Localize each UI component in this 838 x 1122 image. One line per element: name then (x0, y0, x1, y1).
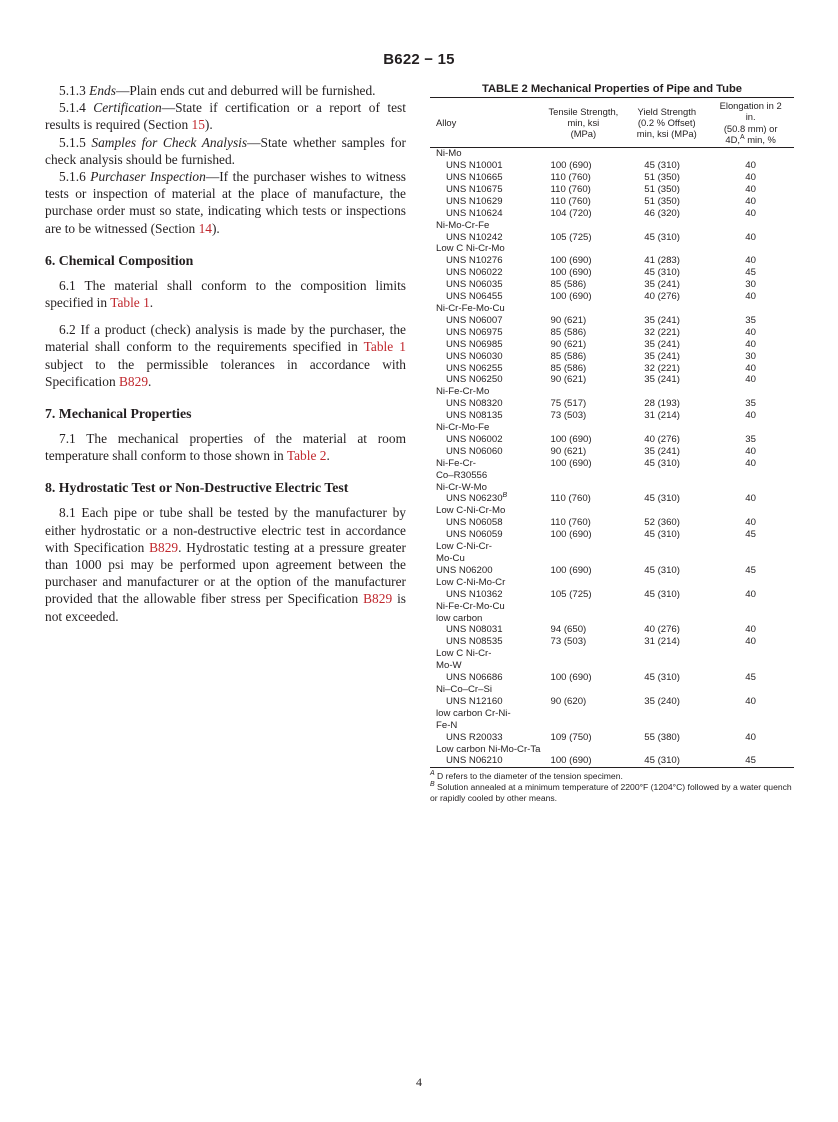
tensile-cell (541, 744, 627, 756)
section-14-link[interactable]: 14 (198, 220, 212, 236)
yield-cell: 45 (310) (644, 493, 680, 505)
alloy-cell: UNS N06059 (446, 529, 503, 541)
section-5-1-6: 5.1.6 Purchaser Inspection—If the purchaser wishes to witness tests or inspection of material at the place of manufacture, the purchase order must so state, indicating which tests or inspections are to be witnessed (Section 14). (45, 169, 406, 236)
elongation-cell: 40 (745, 207, 756, 219)
footnote-a: $^A$ D refers to the diameter of the tension specimen. (430, 770, 623, 782)
elongation-cell (707, 660, 794, 672)
tensile-cell: 85 (586) (550, 326, 587, 338)
section-8-1: 8.1 Each pipe or tube shall be tested by the manufacturer by either hydrostatic or a non-destructive electric test in accordance with Specification B829. Hydrostatic testing at a pressure greater than 1000 psi may be performed upon agreement between the purchaser and manufacturer or at the option of the manufacturer provided that the allowable fiber stress per Specification B829 is not exceeded. (45, 505, 406, 624)
table-row (430, 553, 794, 565)
alloy-cell: Ni-Fe-Cr- (436, 457, 476, 469)
table-row (430, 220, 794, 232)
tensile-cell: 100 (690) (550, 160, 592, 172)
table-row (430, 255, 794, 267)
alloy-cell: UNS N06210 (446, 755, 503, 767)
elongation-cell: 40 (745, 517, 756, 529)
alloy-cell: UNS N06250 (446, 374, 503, 386)
tensile-cell: 100 (690) (550, 291, 592, 303)
yield-cell: 52 (360) (644, 517, 680, 529)
yield-cell: 40 (276) (644, 433, 680, 445)
tensile-cell: 110 (760) (550, 183, 591, 195)
section-7-1: 7.1 The mechanical properties of the material at room temperature shall conform to those shown in Table 2. (45, 431, 406, 464)
elongation-cell (707, 613, 794, 625)
alloy-cell: UNS N06985 (446, 338, 503, 350)
elongation-cell: 45 (745, 755, 756, 767)
b829-link[interactable]: B829 (149, 539, 179, 555)
alloy-cell: Ni-Cr-Mo-Fe (436, 422, 490, 434)
table-row (430, 589, 794, 601)
col-header-alloy: Alloy (436, 116, 457, 128)
elongation-cell: 30 (745, 279, 756, 291)
alloy-cell: UNS N10665 (446, 172, 503, 183)
section-6-2: 6.2 If a product (check) analysis is made by the purchaser, the material shall conform to the requirements specified in Table 1 subject to the permissible tolerances in accordance with Specification B829. (45, 322, 406, 389)
table-row (430, 303, 794, 315)
table-row (430, 386, 794, 398)
elongation-cell: 40 (745, 255, 756, 267)
elongation-cell (707, 303, 794, 315)
alloy-cell: UNS N06200 (436, 564, 493, 576)
tensile-cell: 100 (690) (550, 564, 592, 576)
tensile-cell: 90 (621) (550, 445, 587, 457)
yield-cell: 40 (276) (644, 624, 680, 636)
heading-mechanical-properties: 7. Mechanical Properties (45, 406, 192, 422)
tensile-cell: 104 (720) (550, 207, 592, 219)
tensile-cell: 100 (690) (550, 672, 592, 684)
table-row (430, 672, 794, 684)
elongation-cell: 35 (745, 398, 756, 410)
tensile-cell: 100 (690) (550, 755, 592, 767)
alloy-cell: UNS N06030 (446, 350, 503, 362)
tensile-cell: 100 (690) (550, 529, 592, 541)
table-row (430, 505, 794, 517)
yield-cell: 32 (221) (644, 362, 680, 374)
alloy-cell: UNS N06060 (446, 445, 503, 457)
yield-cell (626, 220, 707, 232)
yield-cell: 45 (310) (644, 755, 680, 767)
tensile-cell: 100 (690) (550, 255, 592, 267)
yield-cell: 31 (214) (644, 636, 680, 648)
elongation-cell (707, 386, 794, 398)
table-row (430, 732, 794, 744)
elongation-cell: 40 (745, 160, 756, 172)
elongation-cell (707, 720, 794, 732)
elongation-cell: 45 (745, 267, 756, 279)
tensile-cell: 100 (690) (550, 457, 592, 469)
tensile-cell (541, 303, 627, 315)
table-row (430, 529, 794, 541)
table-row (430, 636, 794, 648)
yield-cell: 35 (240) (644, 695, 680, 707)
tensile-cell (541, 660, 627, 672)
elongation-cell: 45 (745, 529, 756, 541)
elongation-cell (707, 577, 794, 589)
yield-cell (626, 541, 707, 553)
yield-cell (626, 613, 707, 625)
table-row (430, 624, 794, 636)
elongation-cell: 45 (745, 564, 756, 576)
alloy-cell: Ni-Fe-Cr-Mo-Cu (436, 600, 505, 612)
tensile-cell (541, 505, 627, 517)
alloy-cell: UNS N10242 (446, 231, 503, 243)
yield-cell (626, 684, 707, 696)
table-row (430, 172, 794, 184)
table-row (430, 708, 794, 720)
tensile-cell (541, 684, 627, 696)
tensile-cell: 100 (690) (550, 267, 592, 279)
table-row (430, 684, 794, 696)
alloy-cell: Low C-Ni-Cr- (436, 541, 492, 553)
alloy-cell: UNS R20033 (446, 731, 503, 743)
elongation-cell: 40 (745, 410, 756, 422)
table-row (430, 434, 794, 446)
elongation-cell (707, 648, 794, 660)
yield-cell: 31 (214) (644, 410, 680, 422)
tensile-cell: 73 (503) (550, 636, 587, 648)
table-row (430, 374, 794, 386)
tensile-cell (541, 601, 627, 613)
b829-link[interactable]: B829 (363, 591, 393, 607)
elongation-cell: 40 (745, 636, 756, 648)
heading-hydrostatic-test: 8. Hydrostatic Test or Non-Destructive Electric Test (45, 480, 349, 496)
table-row (430, 577, 794, 589)
alloy-cell: Low C-Ni-Cr-Mo (436, 505, 506, 517)
tensile-cell: 85 (586) (550, 350, 587, 362)
elongation-cell: 40 (745, 374, 756, 386)
tensile-cell (541, 553, 627, 565)
table-row (430, 422, 794, 434)
yield-cell: 45 (310) (644, 588, 680, 600)
table-footnotes (430, 771, 794, 804)
elongation-cell: 40 (745, 493, 756, 505)
yield-cell (626, 386, 707, 398)
yield-cell: 45 (310) (644, 529, 680, 541)
table-row (430, 267, 794, 279)
page-number: 4 (416, 1075, 422, 1089)
table-caption: TABLE 2 Mechanical Properties of Pipe and Tube (481, 83, 743, 95)
table-row (430, 660, 794, 672)
yield-cell: 45 (310) (644, 672, 680, 684)
table-row (430, 517, 794, 529)
footnote-b: $^B$ Solution annealed at a minimum temperature of 2200°F (1204°C) followed by a water quench or rapidly cooled by other means. (430, 781, 792, 804)
table-row (430, 720, 794, 732)
table-row (430, 565, 794, 577)
yield-cell: 28 (193) (644, 398, 680, 410)
table-row (430, 148, 794, 160)
tensile-cell (541, 613, 627, 625)
elongation-cell: 35 (745, 433, 756, 445)
elongation-cell (707, 470, 794, 482)
yield-cell (626, 470, 707, 482)
table-row (430, 410, 794, 422)
table-body (430, 148, 794, 768)
alloy-cell: Mo-W (436, 660, 462, 672)
table-1-link[interactable]: Table 1 (110, 295, 150, 311)
alloy-cell: low carbon Cr-Ni- (436, 707, 511, 719)
table-row (430, 363, 794, 375)
table-row (430, 601, 794, 613)
alloy-cell: UNS N06007 (446, 314, 503, 326)
alloy-cell: UNS $N06230^B$ (446, 492, 508, 505)
yield-cell: 40 (276) (644, 291, 680, 303)
alloy-cell: UNS N10624 (446, 207, 503, 219)
table-row (430, 339, 794, 351)
alloy-cell: UNS N10362 (446, 588, 503, 600)
alloy-cell: Low carbon Ni-Mo-Cr-Ta (436, 743, 541, 755)
tensile-cell (541, 648, 627, 660)
table-row (430, 196, 794, 208)
elongation-cell: 40 (745, 291, 756, 303)
yield-cell (626, 243, 707, 255)
tensile-cell (541, 243, 627, 255)
elongation-cell: 30 (745, 350, 756, 362)
alloy-cell: Ni-Cr-W-Mo (436, 481, 487, 493)
tensile-cell (541, 422, 627, 434)
mechanical-properties-table (430, 97, 794, 768)
tensile-cell: 90 (621) (550, 338, 587, 350)
alloy-cell: low carbon (436, 612, 483, 624)
tensile-cell: 110 (760) (550, 493, 591, 505)
section-6-1: 6.1 The material shall conform to the composition limits specified in Table 1. (45, 277, 406, 311)
table-header-row (430, 98, 794, 148)
alloy-cell: Fe-N (436, 719, 458, 731)
tensile-cell (541, 470, 627, 482)
elongation-cell: 40 (745, 731, 756, 743)
tensile-cell (541, 577, 627, 589)
table-row (430, 696, 794, 708)
elongation-cell: 40 (745, 362, 756, 374)
elongation-cell: 40 (745, 338, 756, 350)
alloy-cell: UNS N10629 (446, 195, 503, 207)
alloy-cell: UNS N06686 (446, 672, 503, 684)
tensile-cell: 110 (760) (550, 517, 591, 529)
yield-cell: 35 (241) (644, 338, 680, 350)
table-row (430, 232, 794, 244)
alloy-cell: UNS N10276 (446, 255, 503, 267)
elongation-cell: 40 (745, 183, 756, 195)
table-row (430, 482, 794, 494)
yield-cell: 55 (380) (644, 731, 680, 743)
table-row (430, 315, 794, 327)
tensile-cell (541, 720, 627, 732)
elongation-cell (707, 243, 794, 255)
col-header-tensile: Tensile Strength, min, ksi (MPa) (548, 105, 619, 140)
alloy-cell: UNS N08535 (446, 636, 503, 648)
document-header: B622 − 15 (383, 51, 455, 68)
alloy-cell: UNS N06255 (446, 362, 503, 374)
yield-cell: 51 (350) (644, 172, 680, 183)
alloy-cell: UNS N10001 (446, 160, 503, 172)
elongation-cell: 40 (745, 326, 756, 338)
tensile-cell: 73 (503) (550, 410, 587, 422)
tensile-cell (541, 220, 627, 232)
table-2-container (430, 83, 794, 804)
alloy-cell: Ni-Mo-Cr-Fe (436, 219, 490, 231)
table-row (430, 184, 794, 196)
section-5-1-5: 5.1.5 Samples for Check Analysis—State whether samples for check analysis should be furnished. (45, 134, 406, 167)
section-5-1-3: 5.1.3 Ends—Plain ends cut and deburred will be furnished. (59, 83, 376, 98)
tensile-cell (541, 482, 627, 494)
yield-cell (626, 744, 707, 756)
table-row (430, 458, 794, 470)
tensile-cell: 109 (750) (550, 731, 592, 743)
elongation-cell: 35 (745, 314, 756, 326)
yield-cell (626, 148, 707, 160)
yield-cell: 46 (320) (644, 207, 680, 219)
alloy-cell: UNS N06002 (446, 433, 503, 445)
yield-cell (626, 601, 707, 613)
elongation-cell (707, 422, 794, 434)
tensile-cell (541, 148, 627, 160)
alloy-cell: Ni–Co–Cr–Si (436, 683, 492, 695)
tensile-cell: 105 (725) (550, 231, 592, 243)
alloy-cell: UNS N06035 (446, 279, 503, 291)
elongation-cell: 40 (745, 457, 756, 469)
yield-cell: 51 (350) (644, 183, 680, 195)
table-row (430, 208, 794, 220)
alloy-cell: UNS N06022 (446, 267, 503, 279)
elongation-cell: 40 (745, 195, 756, 207)
elongation-cell: 40 (745, 624, 756, 636)
elongation-cell: 40 (745, 231, 756, 243)
table-2-link[interactable]: Table 2 (286, 448, 327, 464)
alloy-cell: UNS N12160 (446, 695, 503, 707)
alloy-cell: Ni-Fe-Cr-Mo (436, 386, 490, 398)
tensile-cell (541, 541, 627, 553)
alloy-cell: UNS N08031 (446, 624, 503, 636)
elongation-cell (707, 744, 794, 756)
alloy-cell: Ni-Cr-Fe-Mo-Cu (436, 302, 505, 314)
alloy-cell: UNS N10675 (446, 183, 503, 195)
alloy-cell: UNS N06975 (446, 326, 503, 338)
elongation-cell (707, 708, 794, 720)
table-1-link[interactable]: Table 1 (363, 339, 406, 355)
elongation-cell: 40 (745, 172, 756, 183)
yield-cell: 35 (241) (644, 350, 680, 362)
table-row (430, 648, 794, 660)
tensile-cell: 85 (586) (550, 362, 587, 374)
table-row (430, 613, 794, 625)
yield-cell (626, 482, 707, 494)
yield-cell (626, 303, 707, 315)
yield-cell (626, 505, 707, 517)
elongation-cell: 45 (745, 672, 756, 684)
alloy-cell: Low C Ni-Cr- (436, 648, 492, 660)
tensile-cell: 90 (620) (550, 695, 587, 707)
yield-cell (626, 577, 707, 589)
tensile-cell: 110 (760) (550, 172, 591, 183)
table-row (430, 398, 794, 410)
yield-cell: 41 (283) (644, 255, 680, 267)
table-row (430, 291, 794, 303)
alloy-cell: Co–R30556 (436, 469, 488, 481)
elongation-cell (707, 220, 794, 232)
yield-cell: 51 (350) (644, 195, 680, 207)
elongation-cell (707, 541, 794, 553)
elongation-cell (707, 148, 794, 160)
table-row (430, 744, 794, 756)
tensile-cell (541, 708, 627, 720)
table-row (430, 279, 794, 291)
table-row (430, 755, 794, 767)
yield-cell (626, 648, 707, 660)
tensile-cell: 105 (725) (550, 588, 592, 600)
alloy-cell: Low C-Ni-Mo-Cr (436, 576, 506, 588)
elongation-cell (707, 505, 794, 517)
tensile-cell: 75 (517) (550, 398, 587, 410)
yield-cell: 35 (241) (644, 445, 680, 457)
yield-cell: 35 (241) (644, 314, 680, 326)
elongation-cell: 40 (745, 588, 756, 600)
alloy-cell: UNS N08135 (446, 410, 503, 422)
yield-cell: 35 (241) (644, 279, 680, 291)
table-row (430, 160, 794, 172)
section-15-link[interactable]: 15 (191, 117, 205, 133)
alloy-cell: Low C Ni-Cr-Mo (436, 243, 505, 255)
col-header-yield: Yield Strength (0.2 % Offset) min, ksi (MPa) (636, 105, 697, 140)
elongation-cell: 40 (745, 445, 756, 457)
yield-cell (626, 553, 707, 565)
yield-cell (626, 720, 707, 732)
alloy-cell: UNS N08320 (446, 398, 503, 410)
yield-cell: 32 (221) (644, 326, 680, 338)
elongation-cell (707, 553, 794, 565)
heading-chemical-composition: 6. Chemical Composition (45, 252, 194, 268)
b829-link[interactable]: B829 (119, 373, 149, 389)
table-row (430, 327, 794, 339)
yield-cell (626, 708, 707, 720)
alloy-cell: UNS N06455 (446, 291, 503, 303)
alloy-cell: UNS N06058 (446, 517, 503, 529)
section-5-1-4: 5.1.4 Certification—State if certification or a report of test results is required (Section 15). (45, 100, 406, 133)
table-row (430, 493, 794, 505)
elongation-cell (707, 684, 794, 696)
col-header-elongation: Elongation in 2 in. (50.8 mm) or 4D,$^A$ min, % (719, 100, 782, 145)
table-row (430, 470, 794, 482)
yield-cell: 45 (310) (644, 231, 680, 243)
yield-cell: 45 (310) (644, 267, 680, 279)
yield-cell: 45 (310) (644, 457, 680, 469)
tensile-cell: 100 (690) (550, 433, 592, 445)
tensile-cell: 90 (621) (550, 374, 587, 386)
table-row (430, 351, 794, 363)
table-row (430, 446, 794, 458)
elongation-cell (707, 601, 794, 613)
yield-cell: 45 (310) (644, 160, 680, 172)
table-row (430, 243, 794, 255)
alloy-cell: Ni-Mo (436, 148, 462, 160)
yield-cell (626, 660, 707, 672)
elongation-cell: 40 (745, 695, 756, 707)
tensile-cell: 85 (586) (550, 279, 587, 291)
alloy-cell: Mo-Cu (436, 553, 465, 564)
tensile-cell: 90 (621) (550, 314, 587, 326)
tensile-cell (541, 386, 627, 398)
elongation-cell (707, 482, 794, 494)
left-column (45, 82, 406, 625)
yield-cell: 35 (241) (644, 374, 680, 386)
yield-cell: 45 (310) (644, 564, 680, 576)
yield-cell (626, 422, 707, 434)
tensile-cell: 110 (760) (550, 195, 591, 207)
tensile-cell: 94 (650) (550, 624, 587, 636)
table-row (430, 541, 794, 553)
